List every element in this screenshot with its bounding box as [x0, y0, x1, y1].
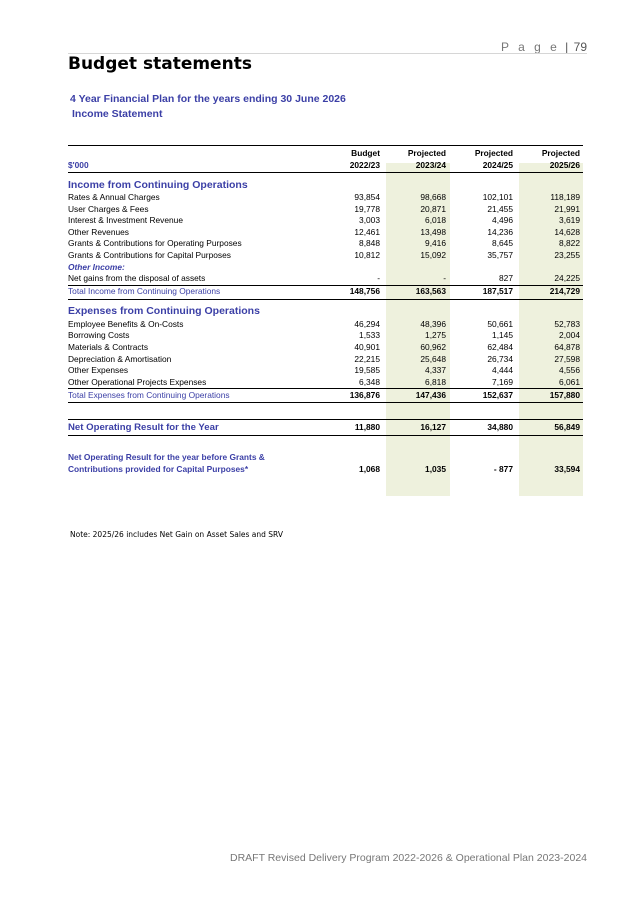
row-label: Total Expenses from Continuing Operations — [68, 389, 317, 403]
cell: 19,585 — [354, 365, 380, 376]
header-row-bottom — [68, 160, 583, 173]
page-number-value: 79 — [573, 40, 587, 54]
row-label: Total Income from Continuing Operations — [68, 285, 317, 299]
cell: 3,619 — [559, 215, 580, 226]
row-label: Employee Benefits & On-Costs — [68, 318, 184, 329]
cell: 147,436 — [383, 389, 449, 403]
row-label: Net Operating Result for the Year — [68, 420, 317, 436]
row-label: Rates & Annual Charges — [68, 192, 160, 202]
cell: 16,127 — [383, 420, 449, 436]
cell: 6,061 — [516, 377, 583, 389]
cell: 21,991 — [554, 203, 580, 214]
col-header-year: 2025/26 — [516, 160, 583, 173]
cell: - — [317, 273, 383, 285]
cell: 102,101 — [482, 192, 513, 202]
table-row — [68, 354, 583, 366]
cell: 152,637 — [449, 389, 516, 403]
unit-label: $'000 — [68, 160, 317, 173]
cell: 15,092 — [420, 249, 446, 260]
cell: 136,876 — [317, 389, 383, 403]
page-footer: DRAFT Revised Delivery Program 2022-2026 & Operational Plan 2023-2024 — [230, 852, 587, 864]
cell: 10,812 — [354, 249, 380, 260]
cell: 35,757 — [487, 249, 513, 260]
cell: 14,628 — [554, 226, 580, 237]
table-row — [68, 342, 583, 354]
cell: 4,556 — [559, 365, 580, 376]
cell: 27,598 — [554, 353, 580, 364]
page-separator: | — [565, 40, 569, 54]
page-label: P a g e — [501, 40, 560, 54]
cell: 62,484 — [487, 341, 513, 352]
cell: 24,225 — [516, 273, 583, 285]
cell: 52,783 — [554, 318, 580, 329]
cell: 4,496 — [492, 215, 513, 226]
cell: 23,255 — [554, 249, 580, 260]
table-row — [68, 227, 583, 239]
table-row — [68, 250, 583, 262]
cell: 6,348 — [317, 377, 383, 389]
net-operating-result-row — [68, 420, 583, 436]
cell: 163,563 — [383, 285, 449, 299]
cell: 6,818 — [383, 377, 449, 389]
table-row — [68, 215, 583, 227]
spacer-row — [68, 403, 583, 420]
cell: 827 — [449, 273, 516, 285]
cell: 13,498 — [420, 226, 446, 237]
cell: 22,215 — [354, 353, 380, 364]
table-row — [68, 273, 583, 285]
table-row — [68, 330, 583, 342]
net-result-before-grants-row — [68, 464, 583, 476]
row-label: Other Revenues — [68, 226, 129, 237]
cell: 26,734 — [487, 353, 513, 364]
cell: 50,661 — [487, 318, 513, 329]
row-label: Net gains from the disposal of assets — [68, 273, 317, 285]
col-header-year: 2024/25 — [449, 160, 516, 173]
cell: 1,275 — [425, 330, 446, 341]
row-label: Other Expenses — [68, 365, 129, 376]
col-header-year: 2022/23 — [317, 160, 383, 173]
table-row — [68, 377, 583, 389]
expenses-total-row — [68, 389, 583, 403]
cell: 1,068 — [359, 463, 380, 474]
row-label: Borrowing Costs — [68, 330, 130, 341]
row-label: Materials & Contracts — [68, 341, 149, 352]
row-label: Contributions provided for Capital Purposes* — [68, 463, 249, 474]
spacer-row — [68, 436, 583, 447]
cell: 9,416 — [425, 238, 446, 249]
col-header-top: Projected — [383, 146, 449, 161]
table-note: Note: 2025/26 includes Net Gain on Asset Sales and SRV — [70, 530, 283, 539]
cell: 2,004 — [559, 330, 580, 341]
statement-subtitle: Income Statement — [72, 108, 163, 120]
page-number — [501, 40, 587, 54]
table-row — [68, 204, 583, 216]
cell: 34,880 — [449, 420, 516, 436]
cell: 148,756 — [317, 285, 383, 299]
income-statement-table — [68, 145, 583, 476]
cell: 7,169 — [449, 377, 516, 389]
cell: 25,648 — [420, 353, 446, 364]
cell: 214,729 — [516, 285, 583, 299]
cell: 1,035 — [425, 463, 446, 474]
cell: 11,880 — [317, 420, 383, 436]
cell: 8,848 — [359, 238, 380, 249]
cell: 56,849 — [516, 420, 583, 436]
table-row — [68, 238, 583, 250]
income-section-heading: Income from Continuing Operations — [68, 178, 248, 191]
plan-subtitle: 4 Year Financial Plan for the years ending 30 June 2026 — [70, 93, 346, 105]
cell: 1,145 — [492, 330, 513, 341]
table-row — [68, 365, 583, 377]
cell: 46,294 — [354, 318, 380, 329]
cell: 20,871 — [420, 203, 446, 214]
cell: - — [383, 273, 449, 285]
cell: 3,003 — [359, 215, 380, 226]
cell: 1,533 — [359, 330, 380, 341]
cell: 64,878 — [554, 341, 580, 352]
col-header-top: Budget — [317, 146, 383, 161]
cell: 93,854 — [354, 192, 380, 202]
table-row — [68, 192, 583, 204]
cell: 40,901 — [354, 341, 380, 352]
cell: 33,594 — [554, 463, 580, 474]
net-result-before-grants-label-row: Net Operating Result for the year before Grants & — [68, 452, 265, 463]
cell: - 877 — [493, 463, 513, 474]
row-label: Depreciation & Amortisation — [68, 353, 172, 364]
cell: 60,962 — [420, 341, 446, 352]
cell: 118,189 — [550, 192, 580, 202]
income-total-row — [68, 285, 583, 299]
header-row-top — [68, 146, 583, 161]
cell: 19,778 — [354, 203, 380, 214]
cell: 6,018 — [425, 215, 446, 226]
row-label: Grants & Contributions for Capital Purposes — [68, 249, 231, 260]
cell: 187,517 — [449, 285, 516, 299]
cell: 12,461 — [354, 226, 380, 237]
row-label: User Charges & Fees — [68, 203, 149, 214]
table-row — [68, 319, 583, 331]
expenses-section-heading: Expenses from Continuing Operations — [68, 305, 260, 318]
cell: 14,236 — [487, 226, 513, 237]
cell: 48,396 — [420, 318, 446, 329]
cell: 8,822 — [559, 238, 580, 249]
cell: 4,337 — [425, 365, 446, 376]
cell: 98,668 — [420, 192, 446, 202]
page-title: Budget statements — [68, 54, 252, 74]
row-label: Grants & Contributions for Operating Purposes — [68, 238, 242, 249]
row-label: Other Operational Projects Expenses — [68, 377, 317, 389]
cell: 8,645 — [492, 238, 513, 249]
cell: 157,880 — [516, 389, 583, 403]
cell: 4,444 — [492, 365, 513, 376]
col-header-top: Projected — [449, 146, 516, 161]
row-label: Interest & Investment Revenue — [68, 215, 183, 226]
cell: 21,455 — [487, 203, 513, 214]
other-income-subheading: Other Income: — [68, 261, 125, 272]
col-header-top: Projected — [516, 146, 583, 161]
col-header-year: 2023/24 — [383, 160, 449, 173]
